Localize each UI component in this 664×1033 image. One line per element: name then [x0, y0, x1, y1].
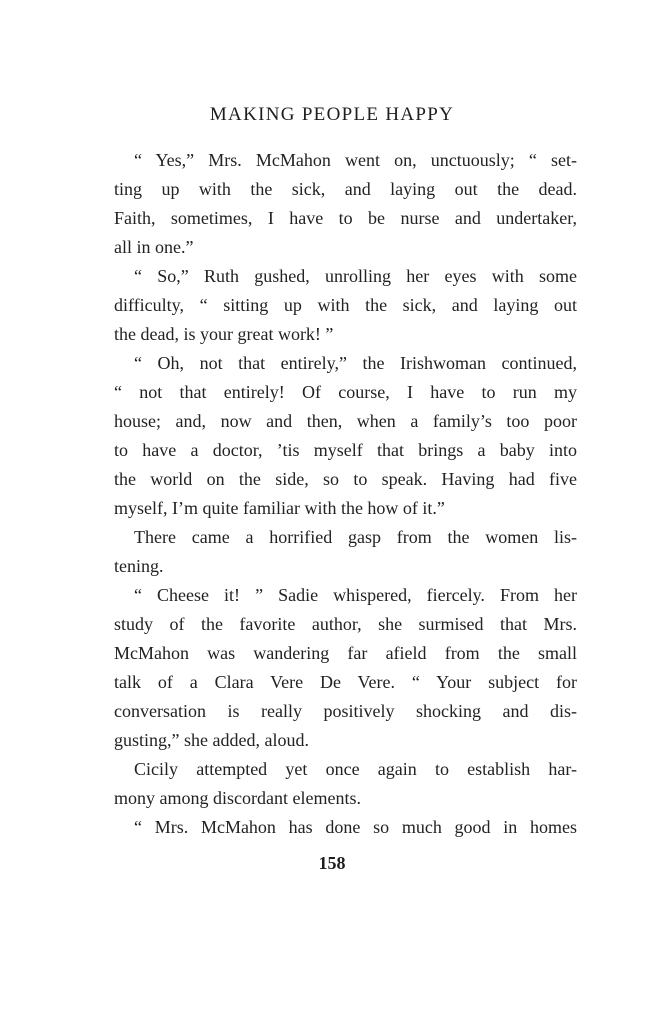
- text-line: the dead, is your great work! ”: [114, 324, 334, 344]
- text-line: There came a horrified gasp from the women lis-: [134, 527, 577, 547]
- text-line: talk of a Clara Vere De Vere. “ Your subject for: [114, 672, 577, 692]
- text-line: tening.: [114, 556, 164, 576]
- running-head: MAKING PEOPLE HAPPY: [209, 104, 455, 125]
- text-line: gusting,” she added, aloud.: [114, 730, 309, 750]
- body-text: [114, 146, 577, 842]
- text-line: “ Mrs. McMahon has done so much good in homes: [134, 817, 577, 837]
- text-line: “ Cheese it! ” Sadie whispered, fiercely. From her: [134, 585, 577, 605]
- text-line: the world on the side, so to speak. Having had five: [114, 469, 577, 489]
- text-line: McMahon was wandering far afield from the small: [114, 643, 577, 663]
- text-line: ting up with the sick, and laying out the dead.: [114, 179, 577, 199]
- text-line: house; and, now and then, when a family’s too poor: [114, 411, 577, 431]
- text-line: Faith, sometimes, I have to be nurse and undertaker,: [114, 208, 577, 228]
- text-line: “ not that entirely! Of course, I have to run my: [114, 382, 577, 402]
- text-line: to have a doctor, ’tis myself that brings a baby into: [114, 440, 577, 460]
- text-line: “ So,” Ruth gushed, unrolling her eyes with some: [134, 266, 577, 286]
- text-line: “ Oh, not that entirely,” the Irishwoman continued,: [134, 353, 577, 373]
- text-line: mony among discordant elements.: [114, 788, 361, 808]
- text-line: study of the favorite author, she surmised that Mrs.: [114, 614, 577, 634]
- text-line: conversation is really positively shocking and dis-: [114, 701, 577, 721]
- text-line: Cicily attempted yet once again to establish har-: [134, 759, 577, 779]
- text-line: all in one.”: [114, 237, 194, 257]
- text-line: difficulty, “ sitting up with the sick, and laying out: [114, 295, 577, 315]
- text-line: myself, I’m quite familiar with the how of it.”: [114, 498, 445, 518]
- text-line: “ Yes,” Mrs. McMahon went on, unctuously; “ set-: [134, 150, 577, 170]
- page-number: 158: [318, 853, 346, 873]
